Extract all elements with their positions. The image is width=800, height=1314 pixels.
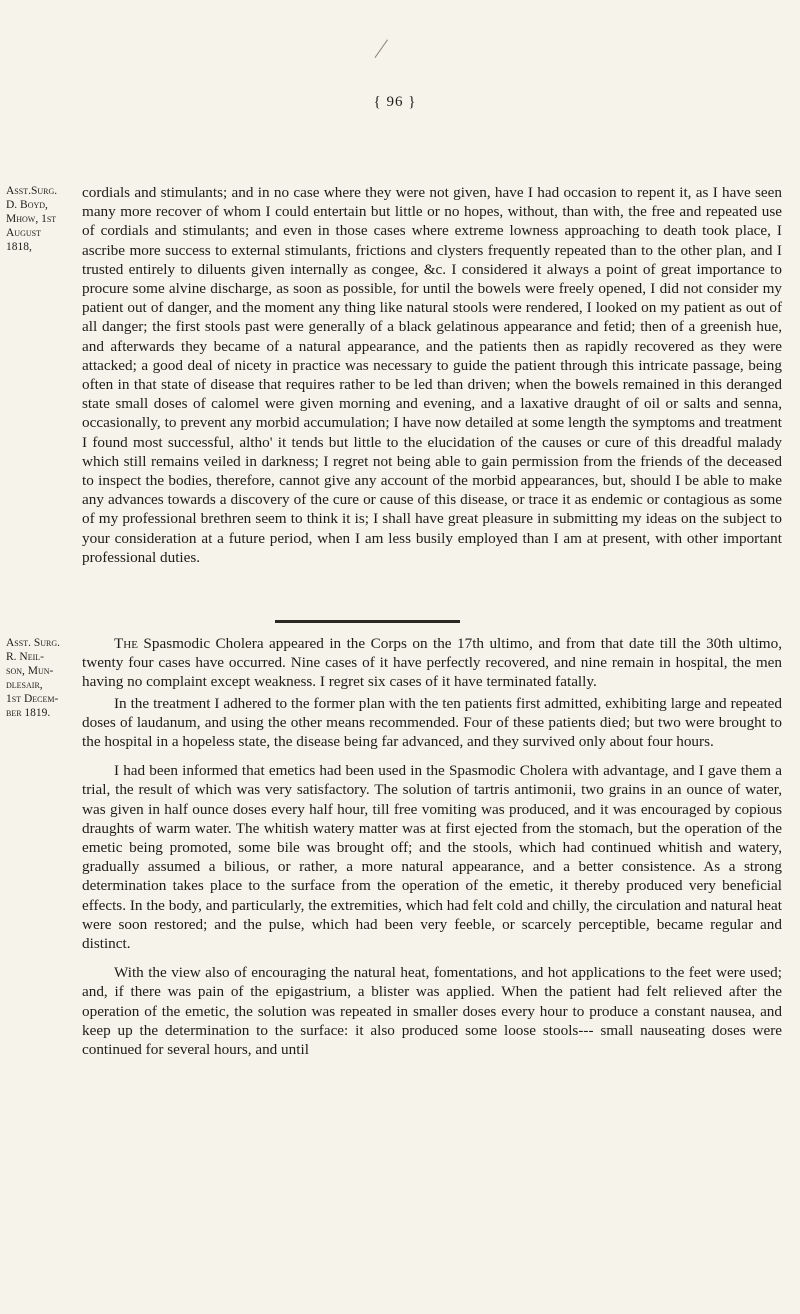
margin-note-boyd [6, 184, 72, 254]
pencil-mark [375, 39, 395, 62]
section-divider [275, 620, 460, 623]
report-paragraph: I had been informed that emetics had been used in the Spasmodic Cholera with advantage, and I gave them a trial, the result of which was very satisfactory. The solution of tartris antimonii, two grains in an ounce of water, was given in half ounce doses every half hour, till free vomiting was produced, and it was encouraged by copious draughts of warm water. The whitish watery matter was at first ejected from the stomach, but the operation of the emetic being promoted, some bile was brought off; and the stools, which had continued whitish and watery, gradually assumed a bilious, or rather, a more natural appearance, and a better consistence. As a strong determination takes place to the surface from the operation of the emetic, it thereby produced very beneficial effects. In the body, and particularly, the extremities, which had felt cold and chilly, the circulation and natural heat were soon restored; and the pulse, which had been very feeble, or scarcely perceptible, became regular and distinct. [82, 762, 782, 953]
margin-note-line: dlesair, [6, 679, 43, 691]
margin-note-line: Mhow, 1st [6, 213, 57, 225]
paragraph-text: Spasmodic Cholera appeared in the Corps on the 17th ultimo, and from that date till the 30th ultimo, twenty four cases have occurred. Nine cases of it have perfectly recovered, and nine remain in hospital, the men having no complaint except weakness. I regret six cases of it have terminated fatally. [82, 635, 782, 691]
margin-note-line: 1818, [6, 241, 32, 253]
margin-note-line: 1st Decem- [6, 693, 59, 705]
margin-note-line: D. Boyd, [6, 199, 48, 211]
margin-note-line: Asst. Surg. [6, 637, 61, 649]
report-paragraph [82, 634, 782, 692]
report-paragraph: cordials and stimulants; and in no case where they were not given, have I had occasion to repent it, as I have seen many more recover of whom I could entertain but little or no hopes, without, than with, the free and repeated use of cordials and stimulants; and even in those cases where extreme lowness approaching to death took place, I ascribe more success to external stimulants, frictions and clysters frequently repeated than to the other plan, and I trusted entirely to diluents given internally as congee, &c. I considered it always a point of great importance to procure some alvine discharge, as soon as possible, for until the bowels were freely opened, I did not consider my patient out of danger, and the moment any thing like natural stools were rendered, I looked on my patient as out of all danger; the first stools past were generally of a black gelatinous appearance and fetid; then of a greenish hue, and afterwards they became of a natural appearance, and the patients then as rapidly recovered as they were attacked; a good deal of nicety in practice was necessary to guide the patient through this intricate passage, being often in that state of disease that requires rather to be led than driven; when the bowels remained in this deranged state small doses of calomel were given morning and evening, and a laxative draught of oil or salts and senna, occasionally, to prevent any morbid accumulation; I have now detailed at some length the symptoms and treatment I found most successful, altho' it tends but little to the elucidation of the causes or cure of this dreadful malady which still remains veiled in darkness; I regret not being able to gain permission from the friends of the deceased to inspect the bodies, therefore, cannot give any account of the morbid appearances, but, should I be able to make any advances towards a discovery of the cure or cause of this disease, or trace it as endemic or contagious as some of my professional brethren seem to think it is; I shall have great pleasure in submitting my ideas on the subject to your consideration at a future period, when I am less busily employed than I am at present, with other important professional duties. [82, 184, 782, 566]
lead-word: The [114, 635, 138, 652]
margin-note-neilson [6, 636, 72, 720]
report-paragraph: With the view also of encouraging the natural heat, fomentations, and hot applications to the feet were used; and, if there was pain of the epigastrium, a blister was applied. When the patient had felt relieved after the operation of the emetic, the solution was repeated in smaller doses every hour to produce a constant nausea, and keep up the determination to the surface: it also produced some loose stools--- small nauseating doses were continued for several hours, and until [82, 964, 782, 1059]
margin-note-line: son, Mun- [6, 665, 54, 677]
margin-note-line: ber 1819. [6, 707, 51, 719]
margin-note-line: August [6, 227, 41, 239]
report-paragraph: In the treatment I adhered to the former plan with the ten patients first admitted, exhibiting large and repeated doses of laudanum, and using the other means recommended. Four of these patients died; but two were brought to the hospital in a hopeless state, the disease being far advanced, and they survived only about four hours. [82, 694, 782, 751]
margin-note-line: R. Neil- [6, 651, 44, 663]
page-number: { 96 } [373, 94, 417, 110]
margin-note-line: Asst.Surg. [6, 185, 58, 197]
report-neilson [82, 634, 782, 1061]
report-boyd [82, 183, 782, 567]
